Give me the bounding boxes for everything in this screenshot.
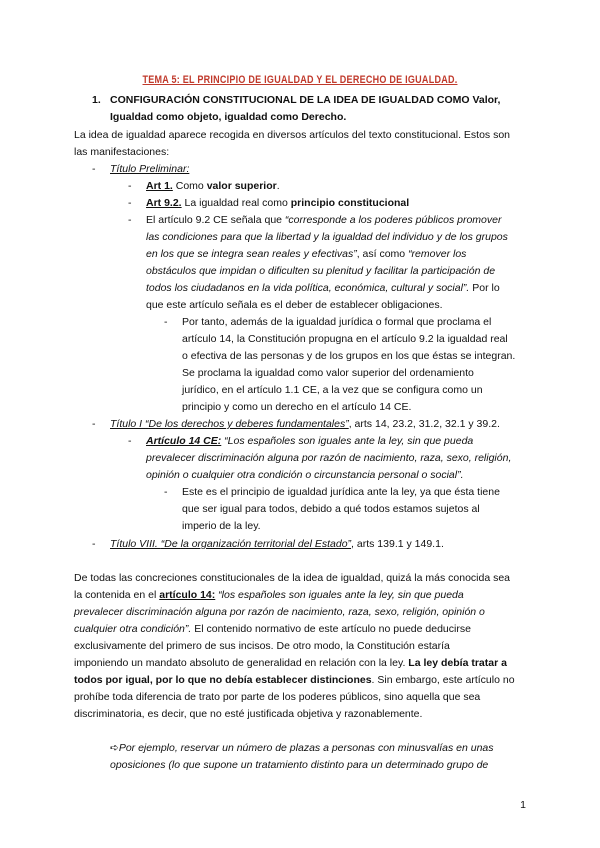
art14-line1 [146, 435, 473, 448]
para2-line1: De todas las concreciones constitucionales de la idea de igualdad, quizá la más conocida sea [74, 572, 511, 584]
para2-plain: El contenido normativo de este artículo no puede deducirse [191, 623, 471, 635]
list-dash: - [164, 486, 168, 498]
list-dash: - [128, 197, 132, 209]
para2-bold: La ley debía tratar a [408, 657, 507, 669]
section-number: 1. [92, 94, 101, 106]
por-tanto-line2: artículo 14, la Constitución propugna en el artículo 9.2 la igualdad real [182, 333, 508, 345]
art14-line3: opinión o cualquier otra condición o circunstancia personal o social”. [146, 469, 464, 481]
titulo1-item [110, 418, 500, 431]
art92-quote-plain: Por lo [469, 282, 500, 294]
titulo1-name: “De los derechos y deberes fundamentales” [145, 418, 349, 430]
para2-plain: la contenida en el [74, 589, 160, 601]
art92-text2: principio constitucional [290, 197, 410, 209]
titulo8-arts: , arts 139.1 y 149.1. [351, 538, 444, 550]
art92-quote-line4: obstáculos que impidan o dificulten su plenitud y facilitar la participación de [146, 265, 496, 277]
example-text: Por ejemplo, reservar un número de plazas a personas con minusvalías en unas [118, 742, 494, 754]
por-tanto-line3: o efectiva de las personas y de los grupos en los que éstas se integran. [182, 350, 516, 362]
titulo8-label: Título VIII. [110, 538, 161, 550]
art14-ref: Artículo 14 CE: [146, 435, 222, 447]
example-line2: oposiciones (lo que supone un tratamiento distinto para un determinado grupo de [110, 759, 489, 771]
art1-ref: Art 1. [146, 180, 173, 192]
por-tanto-line1: Por tanto, además de la igualdad jurídica o formal que proclama el [182, 316, 492, 328]
para2-line8: prohíbe toda diferencia de trato por parte de los poderes públicos, sino aquella que sea [74, 691, 481, 703]
para2-line3: prevalecer discriminación alguna por razón de nacimiento, raza, sexo, religión, opinión o [74, 606, 485, 618]
para2-plain: imponiendo un mandato absoluto de generalidad en relación con la ley. [74, 657, 409, 669]
art92-quote-italic: “remover los [408, 248, 467, 260]
list-dash: - [128, 435, 132, 447]
art92-quote-line3 [146, 248, 466, 261]
example-line1 [110, 742, 494, 755]
titulo1-label: Título I [110, 418, 146, 430]
art92-quote-plain: , así como [356, 248, 409, 260]
para2-line5: exclusivamente del primero de sus incisos. De otro modo, la Constitución estaría [74, 640, 450, 652]
este-es-line3: imperio de la ley. [182, 520, 261, 532]
art1-item [146, 180, 280, 193]
para2-art14-ref: artículo 14: [159, 589, 216, 601]
art14-quote: “Los españoles son iguales ante la ley, sin que pueda [221, 435, 474, 447]
para2-line4 [74, 623, 471, 636]
list-dash: - [128, 180, 132, 192]
para2-line6 [74, 657, 507, 670]
list-dash: - [92, 538, 96, 550]
art92-quote-line1 [146, 214, 501, 227]
titulo8-name: “De la organización territorial del Estado” [160, 538, 352, 550]
para2-plain: . Sin embargo, este artículo no [371, 674, 515, 686]
art92-quote-line2: las condiciones para que la libertad y la igualdad del individuo y de los grupos [146, 231, 508, 243]
art14-line2: prevalecer discriminación alguna por razón de nacimiento, raza, sexo, religión, [146, 452, 512, 464]
este-es-line2: que ser igual para todos, debido a qué todos estamos sujetos al [182, 503, 480, 515]
art92-quote-lead: El artículo 9.2 CE señala que [146, 214, 285, 226]
art1-text2: valor superior [206, 180, 277, 192]
art92-quote-italic: “corresponde a los poderes públicos promover [284, 214, 502, 226]
art92-text1: La igualdad real como [181, 197, 291, 209]
titulo-preliminar: Título Preliminar: [110, 163, 190, 175]
para2-bold: todos por igual, por lo que no debía establecer distinciones [74, 674, 372, 686]
document-title: TEMA 5: EL PRINCIPIO DE IGUALDAD Y EL DERECHO DE IGUALDAD. [142, 74, 458, 86]
este-es-line1: Este es el principio de igualdad jurídica ante la ley, ya que ésta tiene [182, 486, 500, 498]
intro-line1: La idea de igualdad aparece recogida en diversos artículos del texto constitucional. Estos son [74, 129, 511, 141]
section-heading-line1: CONFIGURACIÓN CONSTITUCIONAL DE LA IDEA DE IGUALDAD COMO Valor, [110, 94, 501, 106]
para2-line9: discriminatoria, es decir, que no esté justificada objetiva y razonablemente. [74, 708, 423, 720]
page-number: 1 [520, 799, 526, 811]
para2-line2 [74, 589, 464, 602]
list-dash: - [92, 163, 96, 175]
section-heading-line2: Igualdad como objeto, igualdad como Derecho. [110, 111, 347, 123]
list-dash: - [164, 316, 168, 328]
art1-text3: . [276, 180, 280, 192]
art92-quote-line6: que este artículo señala es el deber de establecer obligaciones. [146, 299, 443, 311]
titulo8-item [110, 538, 444, 551]
art1-text1: Como [172, 180, 207, 192]
intro-line2: las manifestaciones: [74, 146, 170, 158]
art92-quote-line5 [146, 282, 500, 295]
art92-quote-italic: todos los ciudadanos en la vida política, económica, cultural y social”. [146, 282, 470, 294]
por-tanto-line6: principio y como un derecho en el artículo 14 CE. [182, 401, 412, 413]
art92-item [146, 197, 409, 210]
list-dash: - [128, 214, 132, 226]
para2-line7 [74, 674, 515, 687]
art92-ref: Art 9.2. [146, 197, 182, 209]
para2-quote: cualquier otra condición”. [74, 623, 192, 635]
por-tanto-line4: Se proclama la igualdad como valor superior del ordenamiento [182, 367, 474, 379]
para2-quote: “los españoles son iguales ante la ley, sin que pueda [215, 589, 464, 601]
por-tanto-line5: jurídico, en el artículo 1.1 CE, a la vez que se configura como un [182, 384, 483, 396]
art92-quote-italic: en los que se integra sean reales y efectivas” [146, 248, 357, 260]
titulo1-arts: , arts 14, 23.2, 31.2, 32.1 y 39.2. [348, 418, 500, 430]
list-dash: - [92, 418, 96, 430]
right-arrow-icon: ➪ [110, 742, 119, 754]
